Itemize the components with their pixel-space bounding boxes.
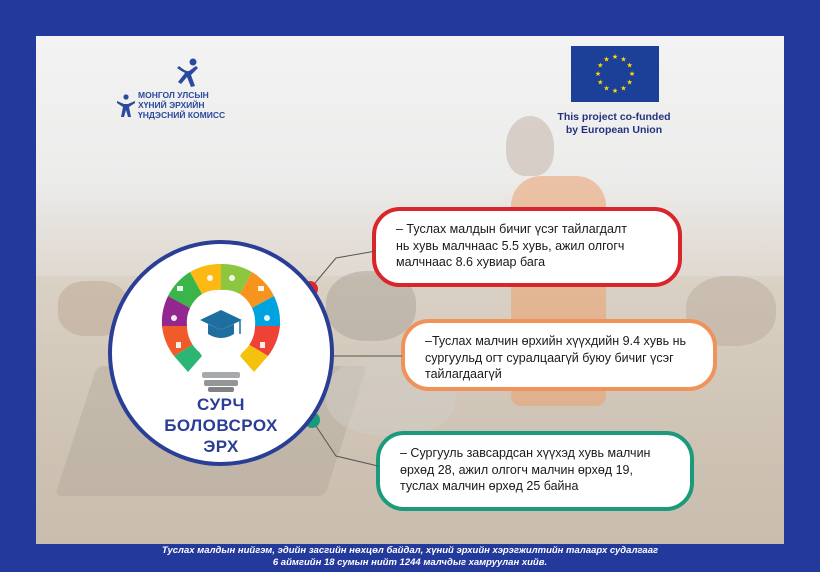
campaign-title-line: СУРЧ xyxy=(197,395,245,414)
connector-line-red xyxy=(310,251,376,289)
fact-text-line: – Сургууль завсардсан хүүхэд хувь малчин xyxy=(400,446,651,460)
lightbulb-graduation-cap-icon xyxy=(150,254,292,394)
fact-text-line: өрхөд 28, ажил олгогч малчин өрхөд 19, xyxy=(400,462,633,477)
svg-text:★: ★ xyxy=(626,61,633,70)
svg-text:★: ★ xyxy=(597,78,604,87)
eu-caption-line: This project co-funded xyxy=(557,111,671,123)
svg-text:★: ★ xyxy=(620,84,627,93)
campaign-title-line: БОЛОВСРОХ xyxy=(164,416,278,435)
campaign-title-line: ЭРХ xyxy=(203,437,239,456)
campaign-emblem xyxy=(108,240,334,466)
fact-text-line: –Туслах малчин өрхийн хүүхдийн 9.4 хувь нь xyxy=(425,334,687,348)
fact-text-line: малчнаас 8.6 хувиар бага xyxy=(396,255,546,269)
svg-text:★: ★ xyxy=(628,70,636,78)
eu-caption-line: by European Union xyxy=(565,124,663,136)
fact-text-line: тайлагдаагүй xyxy=(425,367,502,381)
svg-text:★: ★ xyxy=(603,55,610,64)
svg-text:★: ★ xyxy=(626,78,633,87)
org-name-line: ҮНДЭСНИЙ КОМИСС xyxy=(138,110,226,120)
fact-text-line: – Туслах малдын бичиг үсэг тайлагдалт xyxy=(396,222,627,236)
org-name-line: ХҮНИЙ ЭРХИЙН xyxy=(138,100,205,110)
svg-text:★: ★ xyxy=(594,70,602,78)
footer-line: Туслах малдын нийгэм, эдийн засгийн нөхцөл байдал, хүний эрхийн хэрэгжилтийн талаарх судалгааг xyxy=(161,545,659,556)
footer-caption xyxy=(0,545,820,568)
svg-text:★: ★ xyxy=(611,53,619,61)
svg-text:★: ★ xyxy=(620,55,627,64)
svg-text:★: ★ xyxy=(603,84,610,93)
footer-line: 6 аймгийн 18 сумын нийт 1244 малчдыг хамруулан хийв. xyxy=(272,556,548,568)
svg-text:★: ★ xyxy=(611,87,619,95)
org-name-line: МОНГОЛ УЛСЫН xyxy=(138,90,209,100)
fact-text-line: сургуульд огт суралцаагүй буюу бичиг үсэг xyxy=(425,350,674,365)
campaign-title xyxy=(112,394,330,457)
svg-text:★: ★ xyxy=(597,61,604,70)
fact-text-line: туслах малчин өрхөд 25 байна xyxy=(400,479,579,493)
fact-text-line: нь хувь малчнаас 5.5 хувь, ажил олгогч xyxy=(396,238,625,253)
infographic-panel xyxy=(36,36,784,544)
